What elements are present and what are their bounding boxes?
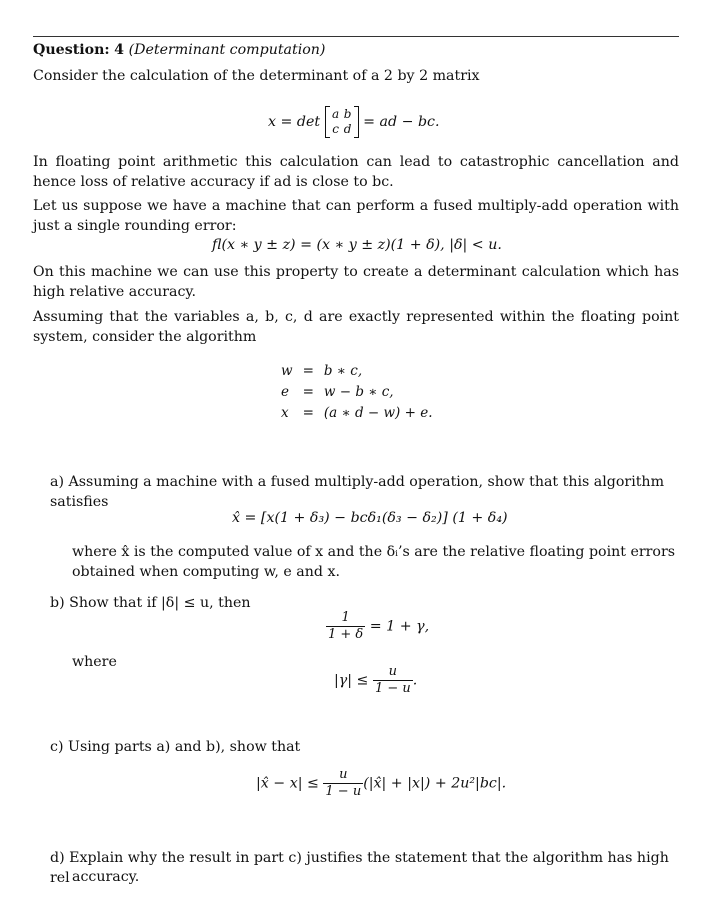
gamma-lhs: |γ| ≤ <box>334 672 369 689</box>
paragraph-cancellation: In floating point arithmetic this calculation can lead to catastrophic cancellation and hence loss of relative accuracy if ad is close to bc. <box>33 154 679 190</box>
fraction-denominator: 1 − u <box>374 681 411 696</box>
part-c-lhs: |x̂ − x| ≤ <box>256 775 319 792</box>
fraction-numerator: u <box>323 767 363 784</box>
part-b-equation <box>326 610 429 643</box>
part-a-text: Assuming a machine with a fused multiply-add operation, show that this algorithm satisfies <box>50 474 665 510</box>
part-d-text: Explain why the result in part c) justifies the statement that the algorithm has high rel <box>50 850 669 886</box>
paragraph-assumption: Assuming that the variables a, b, c, d are exactly represented within the floating point system, consider the algorithm <box>33 309 679 345</box>
paragraph-relative-accuracy: On this machine we can use this property to create a determinant calculation which has high relative accuracy. <box>33 264 679 300</box>
matrix-d: d <box>343 122 352 136</box>
part-b-where: where <box>72 654 117 670</box>
gamma-fraction <box>373 664 413 697</box>
algorithm-line: w = b ∗ c, <box>276 361 437 382</box>
part-d-text-continued: accuracy. <box>72 869 140 885</box>
gamma-end: . <box>412 672 418 689</box>
question-header <box>33 41 679 61</box>
part-c-rhs: (|x̂| + |x|) + 2u²|bc|. <box>363 775 507 792</box>
question-label: Question: <box>33 42 110 58</box>
part-a-equation: x̂ = [x(1 + δ₃) − bcδ₁(δ₃ − δ₂)] (1 + δ₄) <box>232 510 508 526</box>
matrix <box>330 107 354 137</box>
fraction-denominator: 1 − u <box>325 784 362 799</box>
question-number: 4 <box>114 42 125 58</box>
algorithm <box>276 361 437 424</box>
algorithm-rhs: b ∗ c, <box>323 363 363 379</box>
algorithm-line: e = w − b ∗ c, <box>276 382 437 403</box>
intro-text: Consider the calculation of the determinant of a 2 by 2 matrix <box>33 68 480 84</box>
top-rule <box>33 36 679 37</box>
algorithm-rhs: (a ∗ d − w) + e. <box>323 405 433 421</box>
matrix-c: c <box>332 122 339 136</box>
part-a <box>50 473 680 512</box>
algorithm-rhs: w − b ∗ c, <box>323 384 394 400</box>
part-b-text: Show that if |δ| ≤ u, then <box>69 595 251 611</box>
det-lhs: x = det <box>268 114 321 130</box>
part-a-label: a) <box>50 474 64 490</box>
algorithm-lhs: w <box>281 363 293 379</box>
part-c-label: c) <box>50 739 64 755</box>
part-b-fraction <box>326 610 365 643</box>
algorithm-lhs: x <box>281 405 289 421</box>
part-c-text: Using parts a) and b), show that <box>68 739 301 755</box>
algorithm-lhs: e <box>281 384 289 400</box>
algorithm-line: x = (a ∗ d − w) + e. <box>276 403 437 424</box>
fraction-numerator: u <box>373 664 413 681</box>
part-a-where: where x̂ is the computed value of x and the δᵢ’s are the relative floating point errors obtained when computing w, e and x. <box>72 544 676 580</box>
fma-equation: fl(x ∗ y ± z) = (x ∗ y ± z)(1 + δ), |δ| < u. <box>212 237 502 253</box>
part-b-rhs: = 1 + γ, <box>369 618 430 635</box>
fraction-denominator: 1 + δ <box>328 627 364 642</box>
matrix-a: a <box>332 107 340 121</box>
part-d-label: d) <box>50 850 65 866</box>
gamma-inequality <box>334 664 417 697</box>
part-c-fraction <box>323 767 363 800</box>
matrix-b: b <box>343 107 352 121</box>
matrix-bracket-right <box>354 106 359 138</box>
part-c <box>50 738 680 758</box>
fraction-numerator: 1 <box>326 610 365 627</box>
part-b-label: b) <box>50 595 65 611</box>
determinant-equation <box>268 106 440 138</box>
paragraph-fma: Let us suppose we have a machine that can perform a fused multiply-add operation with just a single rounding error: <box>33 198 679 234</box>
part-c-equation <box>256 767 506 800</box>
det-rhs: = ad − bc. <box>363 114 440 130</box>
question-topic: (Determinant computation) <box>128 42 326 58</box>
